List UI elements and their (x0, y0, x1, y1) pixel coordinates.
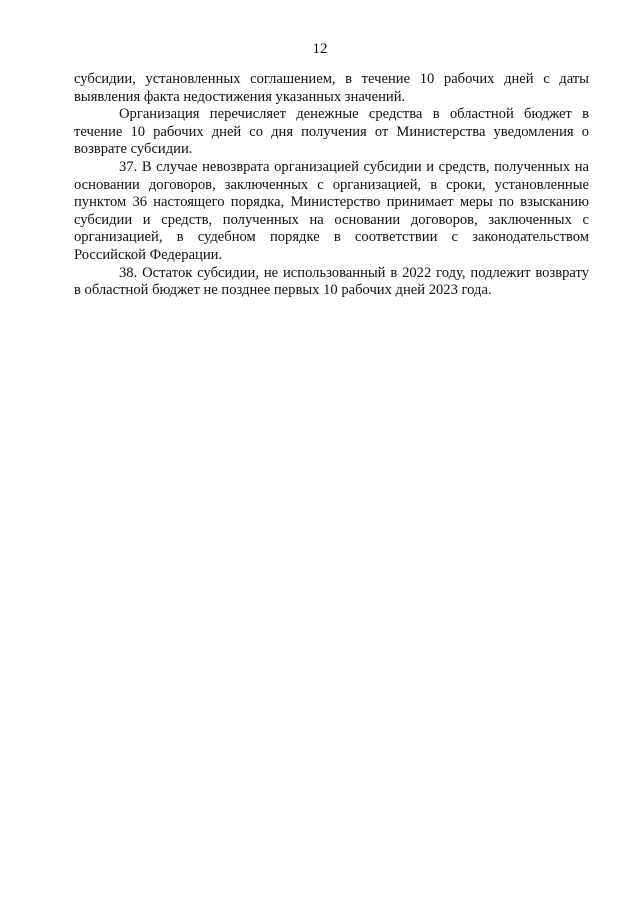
text-line: выявления факта недостижения указанных значений. (74, 88, 406, 105)
text-line: основании договоров, заключенных с организацией, в сроки, установленные (74, 176, 589, 193)
text-line: пунктом 36 настоящего порядка, Министерство принимает меры по взысканию (74, 194, 589, 211)
text-line: Российской Федерации. (74, 246, 223, 263)
page-number: 12 (312, 41, 328, 57)
body-text (74, 71, 589, 300)
text-line: течение 10 рабочих дней со дня получения от Министерства уведомления о (74, 123, 589, 140)
text-line: субсидии, установленных соглашением, в течение 10 рабочих дней с даты (74, 71, 589, 87)
text-line: 38. Остаток субсидии, не использованный в 2022 году, подлежит возврату (119, 264, 589, 281)
text-line: в областной бюджет не позднее первых 10 рабочих дней 2023 года. (74, 282, 492, 299)
text-line: субсидии и средств, полученных на основании договоров, заключенных с (74, 211, 589, 228)
text-line: возврате субсидии. (74, 141, 193, 158)
text-line: Организация перечисляет денежные средства в областной бюджет в (119, 106, 589, 123)
text-line: организацией, в судебном порядке в соответствии с законодательством (74, 229, 589, 246)
text-line: 37. В случае невозврата организацией субсидии и средств, полученных на (119, 158, 589, 175)
